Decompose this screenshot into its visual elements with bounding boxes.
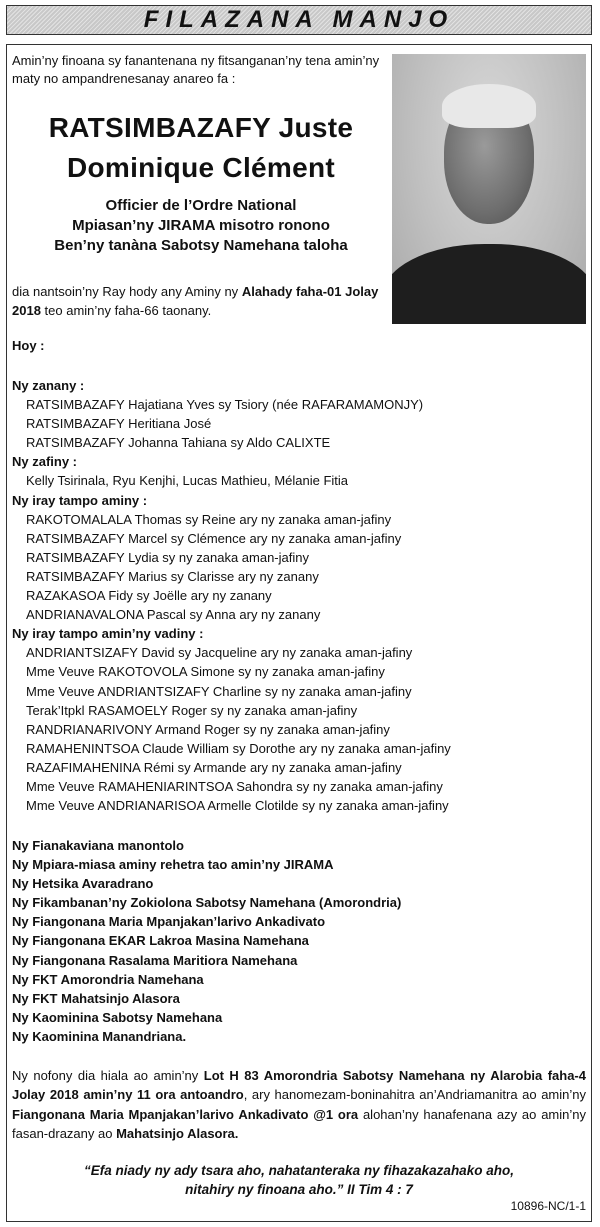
- inlaw-entry: Mme Veuve RAMAHENIARINTSOA Sahondra sy ny zanaka aman-jafiny: [26, 778, 443, 794]
- inlaws-list: [12, 643, 582, 815]
- title-1: Officier de l’Ordre National: [105, 197, 297, 214]
- inlaw-entry: Mme Veuve ANDRIANTSIZAFY Charline sy ny zanaka aman-jafiny: [26, 683, 412, 699]
- intro-text: Amin’ny finoana sy fanantenana ny fitsanganan’ny tena amin’ny maty no ampandrenesanay anareo fa :: [12, 53, 380, 86]
- children-list: [12, 395, 582, 452]
- sibling-entry: RAZAKASOA Fidy sy Joëlle ary ny zanany: [26, 588, 272, 604]
- association-entry: Ny Fiangonana Maria Mpanjakan’larivo Ankadivato: [12, 914, 326, 930]
- deceased-name: [12, 108, 390, 188]
- inlaws-label: Ny iray tampo amin’ny vadiny :: [12, 626, 204, 642]
- association-entry: Ny FKT Amorondria Namehana: [12, 971, 204, 987]
- sibling-entry: RAKOTOMALALA Thomas sy Reine ary ny zanaka aman-jafiny: [26, 511, 392, 527]
- inlaw-entry: ANDRIANTSIZAFY David sy Jacqueline ary ny zanaka aman-jafiny: [26, 645, 413, 661]
- reference-number: 10896-NC/1-1: [510, 1199, 586, 1213]
- association-entry: Ny Kaominina Manandriana.: [12, 1028, 187, 1044]
- grandchild-entry: Kelly Tsirinala, Ryu Kenjhi, Lucas Mathieu, Mélanie Fitia: [26, 473, 349, 489]
- children-label: Ny zanany :: [12, 378, 85, 393]
- death-text-1: dia nantsoin’ny Ray hody any Aminy ny: [12, 284, 242, 299]
- verse-citation: II Tim 4 : 7: [343, 1182, 413, 1197]
- sibling-entry: RATSIMBAZAFY Lydia sy ny zanaka aman-jafiny: [26, 549, 309, 565]
- death-notice: [12, 282, 387, 320]
- deceased-titles: [12, 196, 390, 256]
- funeral-text-3: alohan’ny hanafenana azy ao amin’ny fasan-drazany ao: [12, 1106, 586, 1141]
- association-entry: Ny Kaominina Sabotsy Namehana: [12, 1009, 223, 1025]
- association-entry: Ny Fiangonana Rasalama Maritiora Namehana: [12, 952, 298, 968]
- funeral-church: Fiangonana Maria Mpanjakan’larivo Ankadivato @1 ora: [12, 1106, 359, 1122]
- inlaw-entry: Mme Veuve ANDRIANARISOA Armelle Clotilde sy ny zanaka aman-jafiny: [26, 798, 449, 814]
- name-line-2: Dominique Clément: [66, 152, 335, 183]
- association-entry: Ny Fianakaviana manontolo: [12, 838, 184, 853]
- child-entry: RATSIMBAZAFY Heritiana José: [26, 416, 212, 432]
- association-entry: Ny Hetsika Avaradrano: [12, 876, 154, 892]
- siblings-list: [12, 510, 582, 625]
- funeral-text-2: , ary hanomezam-boninahitra an’Andriamanitra ao amin’ny: [243, 1087, 586, 1103]
- child-entry: RATSIMBAZAFY Johanna Tahiana sy Aldo CALIXTE: [26, 435, 331, 451]
- family-list: [12, 376, 582, 815]
- portrait-photo: [392, 54, 586, 324]
- inlaw-entry: Terak’Itpkl RASAMOELY Roger sy ny zanaka aman-jafiny: [26, 702, 358, 718]
- header-banner: FILAZANA MANJO: [6, 5, 592, 35]
- sibling-entry: RATSIMBAZAFY Marius sy Clarisse ary ny zanany: [26, 568, 319, 584]
- verse-line-1: “Efa niady ny ady tsara aho, nahatanteraka ny fihazakazahako aho,: [84, 1163, 514, 1178]
- associations-list: [12, 836, 582, 1046]
- sibling-entry: ANDRIANAVALONA Pascal sy Anna ary ny zanany: [26, 607, 321, 623]
- child-entry: RATSIMBAZAFY Hajatiana Yves sy Tsiory (née RAFARAMAMONJY): [26, 397, 424, 413]
- funeral-text-1: Ny nofony dia hiala ao amin’ny: [12, 1068, 204, 1083]
- inlaw-entry: Mme Veuve RAKOTOVOLA Simone sy ny zanaka aman-jafiny: [26, 664, 385, 680]
- siblings-label: Ny iray tampo aminy :: [12, 492, 148, 508]
- inlaw-entry: RAZAFIMAHENINA Rémi sy Armande ary ny zanaka aman-jafiny: [26, 759, 402, 775]
- grandchildren-label: Ny zafiny :: [12, 454, 78, 470]
- association-entry: Ny FKT Mahatsinjo Alasora: [12, 990, 180, 1006]
- inlaw-entry: RANDRIANARIVONY Armand Roger sy ny zanaka aman-jafiny: [26, 721, 390, 737]
- grandchildren-list: [12, 471, 582, 490]
- association-entry: Ny Fiangonana EKAR Lakroa Masina Namehana: [12, 933, 309, 949]
- portrait-hair: [442, 84, 536, 128]
- bible-verse: [12, 1161, 586, 1199]
- funeral-notice: [12, 1066, 586, 1143]
- title-2: Mpiasan’ny JIRAMA misotro ronono: [72, 217, 330, 234]
- funeral-location-time: Lot H 83 Amorondria Sabotsy Namehana ny Alarobia faha-4 Jolay 2018 amin’ny 11 ora antoandro: [12, 1068, 586, 1103]
- verse-line-2: nitahiry ny finoana aho.”: [185, 1182, 344, 1197]
- title-3: Ben’ny tanàna Sabotsy Namehana taloha: [54, 237, 348, 254]
- name-line-1: RATSIMBAZAFY Juste: [48, 112, 354, 143]
- sibling-entry: RATSIMBAZAFY Marcel sy Clémence ary ny zanaka aman-jafiny: [26, 530, 402, 546]
- inlaw-entry: RAMAHENINTSOA Claude William sy Dorothe ary ny zanaka aman-jafiny: [26, 740, 451, 756]
- death-date: Alahady faha-01 Jolay 2018: [12, 284, 379, 318]
- burial-place: Mahatsinjo Alasora.: [116, 1125, 239, 1141]
- portrait-shirt: [392, 244, 586, 324]
- association-entry: Ny Fikambanan’ny Zokiolona Sabotsy Namehana (Amorondria): [12, 895, 402, 911]
- hoy-label: Hoy :: [12, 338, 45, 353]
- death-text-2: teo amin’ny faha-66 taonany.: [40, 303, 212, 318]
- association-entry: Ny Mpiara-miasa aminy rehetra tao amin’ny JIRAMA: [12, 857, 334, 873]
